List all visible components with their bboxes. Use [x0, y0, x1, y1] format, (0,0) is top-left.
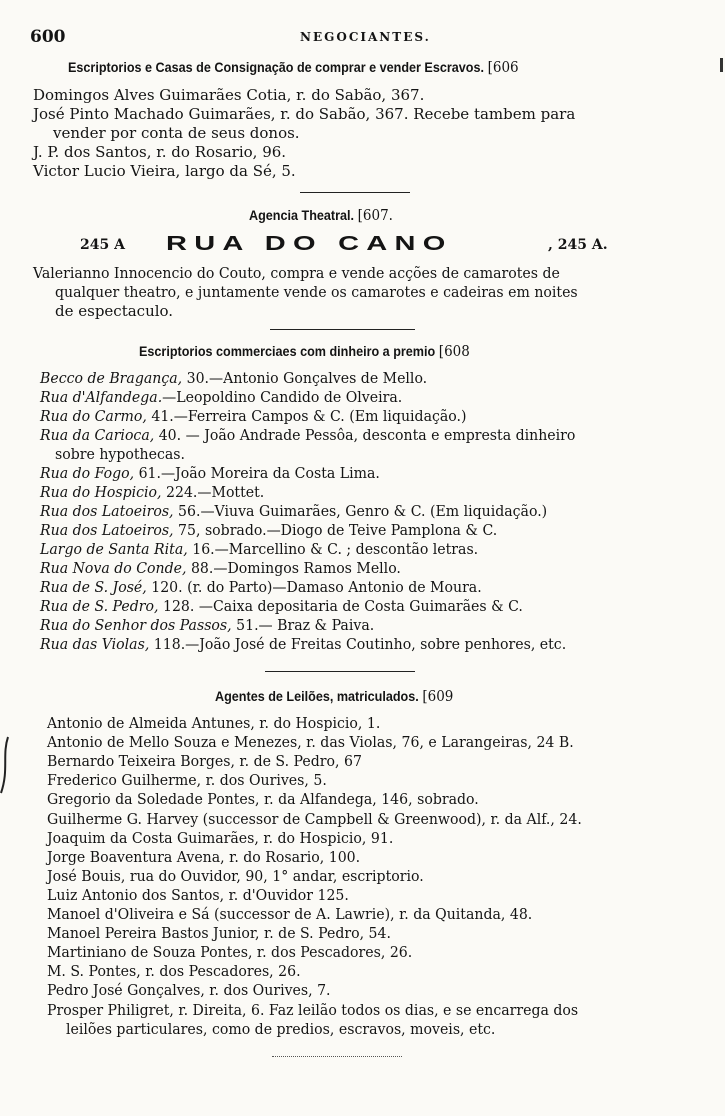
banner-suffix: , 245 A.	[548, 237, 608, 253]
advert-banner	[80, 234, 640, 258]
street-name: Becco de Bragança,	[40, 369, 183, 387]
entry-text: 16.—Marcellino & C. ; descontão letras.	[187, 540, 479, 558]
lender-entry	[40, 616, 374, 635]
section-606-number: [606	[487, 58, 519, 76]
street-name: Rua de S. José,	[40, 578, 147, 596]
entry-text: 120. (r. do Parto)—Damaso Antonio de Moura.	[146, 578, 482, 596]
s606-line: J. P. dos Santos, r. do Rosario, 96.	[33, 143, 287, 161]
divider	[272, 1056, 402, 1057]
lender-entry	[40, 578, 482, 597]
street-name: Rua dos Latoeiros,	[40, 502, 174, 520]
lender-entry	[40, 597, 523, 616]
lender-entry	[40, 369, 427, 388]
divider	[300, 192, 410, 193]
street-name: Rua da Carioca,	[40, 426, 155, 444]
street-name: Rua de S. Pedro,	[40, 597, 159, 615]
entry-text: 41.—Ferreira Campos & C. (Em liquidação.)	[146, 407, 467, 425]
entry-text: —Leopoldino Candido de Olveira.	[162, 388, 403, 406]
lender-entry	[40, 388, 402, 407]
auctioneer-entry: M. S. Pontes, r. dos Pescadores, 26.	[47, 962, 301, 980]
divider	[265, 671, 415, 672]
street-name: Largo de Santa Rita,	[40, 540, 188, 558]
street-name: Rua Nova do Conde,	[40, 559, 187, 577]
s607-line: de espectaculo.	[55, 302, 174, 320]
entry-text: sobre hypothecas.	[55, 445, 185, 463]
entry-text: 118.—João José de Freitas Coutinho, sobre penhores, etc.	[149, 635, 567, 653]
lender-entry	[40, 540, 478, 559]
page-number: 600	[30, 27, 66, 47]
section-609-number: [609	[422, 687, 454, 705]
entry-text: 40. — João Andrade Pessôa, desconta e empresta dinheiro	[154, 426, 576, 444]
s607-line: Valerianno Innocencio do Couto, compra e vende acções de camarotes de	[33, 264, 560, 282]
street-name: Rua do Carmo,	[40, 407, 147, 425]
auctioneer-entry: Bernardo Teixeira Borges, r. de S. Pedro, 67	[47, 752, 362, 770]
auctioneer-entry: Manoel Pereira Bastos Junior, r. de S. Pedro, 54.	[47, 924, 391, 942]
entry-text: 51.— Braz & Paiva.	[231, 616, 375, 634]
street-name: Rua das Violas,	[40, 635, 150, 653]
auctioneer-entry: Antonio de Almeida Antunes, r. do Hospicio, 1.	[47, 714, 381, 732]
lender-entry	[55, 445, 185, 464]
entry-text: 224.—Mottet.	[161, 483, 265, 501]
lender-entry	[40, 635, 566, 654]
margin-mark	[720, 58, 723, 72]
lender-entry	[40, 464, 380, 483]
entry-text: 56.—Viuva Guimarães, Genro & C. (Em liquidação.)	[173, 502, 548, 520]
lender-entry	[40, 521, 497, 540]
auctioneer-entry: José Bouis, rua do Ouvidor, 90, 1° andar, escriptorio.	[47, 867, 424, 885]
running-head	[30, 27, 670, 51]
s606-line: vender por conta de seus donos.	[53, 124, 300, 142]
street-name: Rua do Fogo,	[40, 464, 135, 482]
lender-entry	[40, 407, 467, 426]
street-name: Rua do Hospicio,	[40, 483, 162, 501]
s606-line: Domingos Alves Guimarães Cotia, r. do Sabão, 367.	[33, 86, 425, 104]
section-609-title: Agentes de Leilões, matriculados.	[215, 688, 419, 704]
entry-text: 61.—João Moreira da Costa Lima.	[134, 464, 380, 482]
lender-entry	[40, 502, 547, 521]
banner-main: RUA DO CANO	[166, 233, 453, 255]
lender-entry	[40, 559, 401, 578]
lender-entry	[40, 426, 575, 445]
auctioneer-entry: Joaquim da Costa Guimarães, r. do Hospicio, 91.	[47, 829, 394, 847]
street-name: Rua d'Alfandega.	[40, 388, 163, 406]
street-name: Rua do Senhor dos Passos,	[40, 616, 232, 634]
section-607-heading	[249, 206, 393, 224]
section-606-title: Escriptorios e Casas de Consignação de comprar e vender Escravos.	[68, 59, 484, 75]
auctioneer-entry: Frederico Guilherme, r. dos Ourives, 5.	[47, 771, 327, 789]
s606-line: Victor Lucio Vieira, largo da Sé, 5.	[33, 162, 296, 180]
section-608-number: [608	[438, 342, 470, 360]
banner-prefix: 245 A	[80, 237, 125, 253]
auctioneer-entry: Martiniano de Souza Pontes, r. dos Pescadores, 26.	[47, 943, 413, 961]
section-606-heading	[68, 58, 519, 76]
running-title: NEGOCIANTES.	[300, 30, 431, 44]
auctioneer-entry: leilões particulares, como de predios, escravos, moveis, etc.	[66, 1020, 496, 1038]
section-609-heading	[215, 687, 453, 705]
auctioneer-entry: Antonio de Mello Souza e Menezes, r. das Violas, 76, e Larangeiras, 24 B.	[47, 733, 574, 751]
margin-ink-mark	[0, 735, 10, 795]
s606-line: José Pinto Machado Guimarães, r. do Sabão, 367. Recebe tambem para	[33, 105, 576, 123]
lender-entry	[40, 483, 264, 502]
auctioneer-entry: Manoel d'Oliveira e Sá (successor de A. Lawrie), r. da Quitanda, 48.	[47, 905, 533, 923]
section-608-heading	[139, 342, 470, 360]
section-607-number: [607.	[357, 206, 393, 224]
entry-text: 75, sobrado.—Diogo de Teive Pamplona & C.	[173, 521, 498, 539]
auctioneer-entry: Gregorio da Soledade Pontes, r. da Alfandega, 146, sobrado.	[47, 790, 479, 808]
auctioneer-entry: Luiz Antonio dos Santos, r. d'Ouvidor 125.	[47, 886, 349, 904]
entry-text: 30.—Antonio Gonçalves de Mello.	[182, 369, 428, 387]
entry-text: 88.—Domingos Ramos Mello.	[186, 559, 401, 577]
auctioneer-entry: Prosper Philigret, r. Direita, 6. Faz leilão todos os dias, e se encarrega dos	[47, 1001, 579, 1019]
section-608-title: Escriptorios commerciaes com dinheiro a premio	[139, 343, 436, 359]
s607-line: qualquer theatro, e juntamente vende os camarotes e cadeiras em noites	[55, 283, 578, 301]
auctioneer-entry: Jorge Boaventura Avena, r. do Rosario, 100.	[47, 848, 361, 866]
auctioneer-entry: Pedro José Gonçalves, r. dos Ourives, 7.	[47, 981, 331, 999]
auctioneer-entry: Guilherme G. Harvey (successor de Campbell & Greenwood), r. da Alf., 24.	[47, 810, 582, 828]
street-name: Rua dos Latoeiros,	[40, 521, 174, 539]
entry-text: 128. —Caixa depositaria de Costa Guimarães & C.	[158, 597, 523, 615]
section-607-title: Agencia Theatral.	[249, 207, 355, 223]
divider	[270, 329, 415, 330]
